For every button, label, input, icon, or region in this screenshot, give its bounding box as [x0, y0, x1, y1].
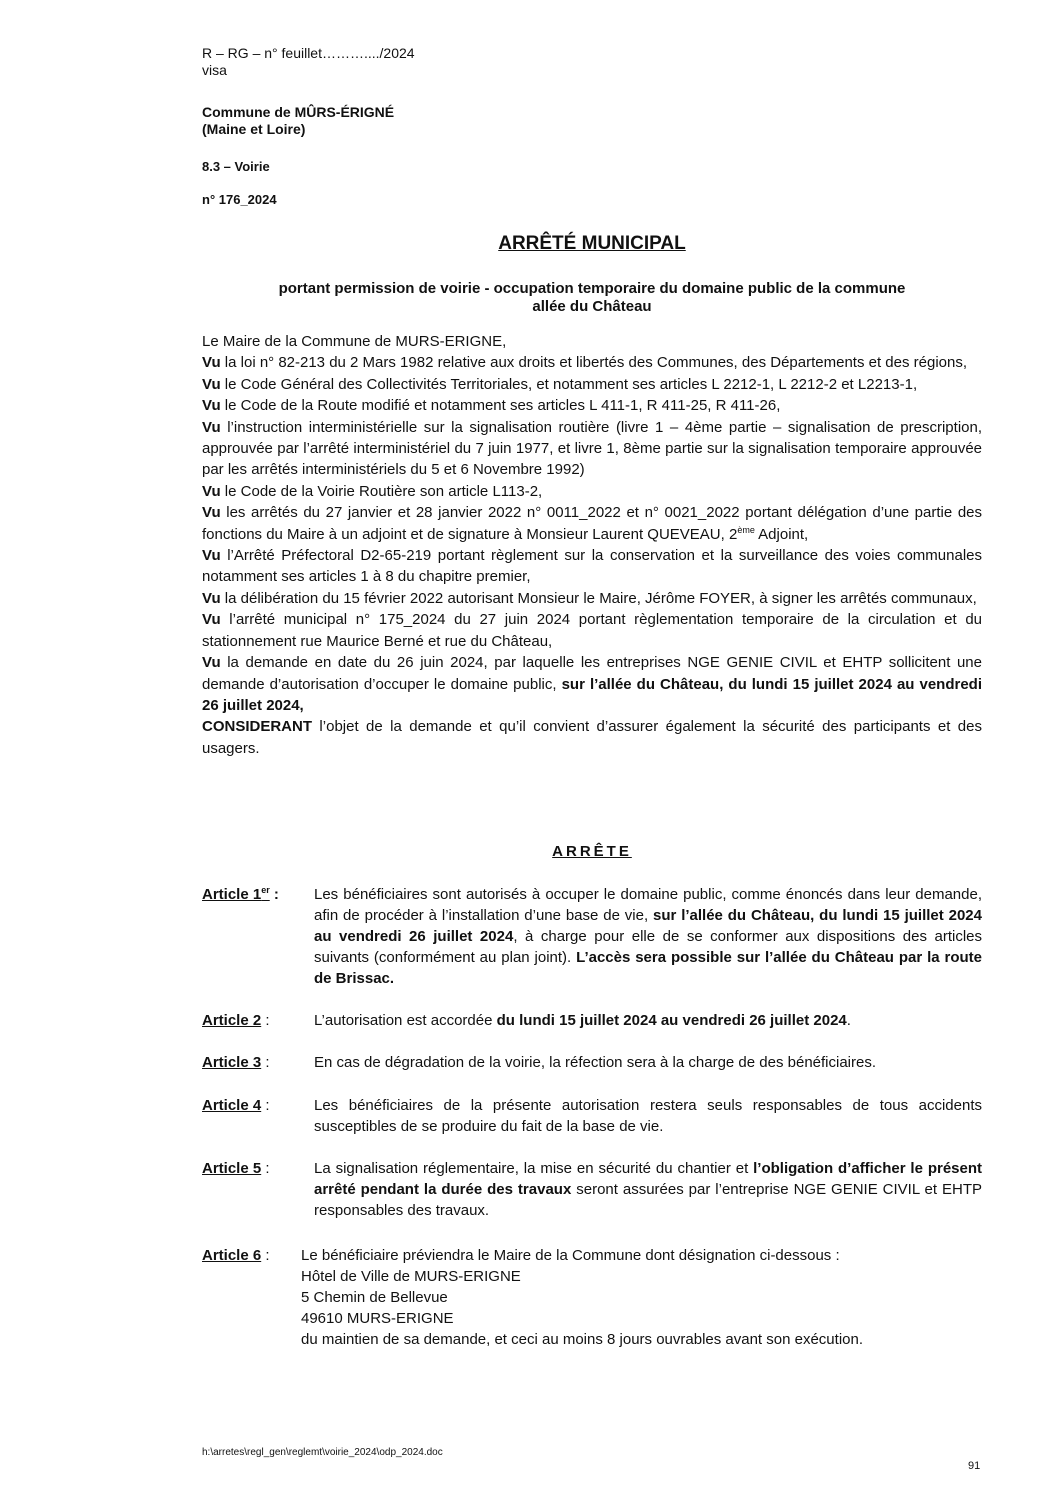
vu-paragraph: Vu la demande en date du 26 juin 2024, par laquelle les entreprises NGE GENIE CIVIL et EHTP sollicitent une demande d’autorisation d’occuper le domaine public, sur l’allée du Château, du lundi 15 juillet 2024 au vendredi 26 juillet 2024,: [202, 654, 982, 714]
category: 8.3 – Voirie: [202, 159, 270, 174]
vu-paragraph: Vu le Code de la Route modifié et notamment ses articles L 411-1, R 411-25, R 411-26,: [202, 397, 781, 415]
department-name: (Maine et Loire): [202, 121, 306, 137]
commune-name: Commune de MÛRS-ÉRIGNÉ: [202, 104, 395, 120]
decree-number: n° 176_2024: [202, 192, 277, 207]
vu-paragraph: Vu l’Arrêté Préfectoral D2-65-219 portant règlement sur la conservation et la surveillance des voies communales notamment ses articles 1 à 8 du chapitre premier,: [202, 547, 982, 586]
article-label: Article 2 :: [202, 1012, 270, 1029]
file-path: h:\arretes\regl_gen\reglemt\voirie_2024\odp_2024.doc: [202, 1447, 443, 1458]
vu-paragraph: Vu la loi n° 82-213 du 2 Mars 1982 relative aux droits et libertés des Communes, des Départements et des régions,: [202, 354, 968, 372]
article-body: Les bénéficiaires de la présente autorisation restera seuls responsables de tous accidents susceptibles de se produire du fait de la base de vie.: [314, 1097, 982, 1135]
address-line: 5 Chemin de Bellevue: [301, 1289, 448, 1306]
article-body: La signalisation réglementaire, la mise en sécurité du chantier et l’obligation d’afficher le présent arrêté pendant la durée des travaux seront assurées par l’entreprise NGE GENIE CIVIL et EHTP responsables des travaux.: [314, 1160, 983, 1219]
article-6-line: du maintien de sa demande, et ceci au moins 8 jours ouvrables avant son exécution.: [301, 1331, 864, 1348]
address-line: Hôtel de Ville de MURS-ERIGNE: [301, 1268, 521, 1285]
subtitle: [200, 280, 984, 316]
article-label: Article 1er :: [202, 885, 279, 903]
arrete-heading: ARRÊTE: [552, 843, 632, 860]
vu-paragraph: Vu le Code Général des Collectivités Territoriales, et notamment ses articles L 2212-1, L 2212-2 et L2213-1,: [202, 375, 918, 393]
page-number: 91: [968, 1460, 981, 1472]
subtitle-line-2: allée du Château: [532, 298, 652, 315]
article-body: [301, 1245, 981, 1350]
article-label: Article 4 :: [202, 1097, 270, 1114]
visa-label: visa: [202, 62, 227, 78]
article-label: Article 5 :: [202, 1160, 270, 1177]
vu-paragraph: Vu la délibération du 15 février 2022 autorisant Monsieur le Maire, Jérôme FOYER, à signer les arrêtés communaux,: [202, 589, 977, 607]
article-label: Article 3 :: [202, 1054, 270, 1071]
preamble-intro: Le Maire de la Commune de MURS-ERIGNE,: [202, 333, 507, 350]
preamble: [202, 331, 982, 759]
reference-line: R – RG – n° feuillet………..../2024: [202, 45, 415, 61]
article-body: Les bénéficiaires sont autorisés à occuper le domaine public, comme énoncés dans leur demande, afin de procéder à l’installation d’une base de vie, sur l’allée du Château, du lundi 15 juillet 2024 au vendredi 26 juillet 2024, à charge pour elle de se conformer aux dispositions des articles suivants (conformément au plan joint). L’accès sera possible sur l’allée du Château par la route de Brissac.: [314, 886, 982, 987]
vu-paragraph: Vu le Code de la Voirie Routière son article L113-2,: [202, 482, 543, 500]
address-line: 49610 MURS-ERIGNE: [301, 1310, 454, 1327]
article-label: Article 6 :: [202, 1247, 270, 1264]
subtitle-line-1: portant permission de voirie - occupation temporaire du domaine public de la commune: [278, 280, 906, 297]
vu-paragraph: Vu l’arrêté municipal n° 175_2024 du 27 juin 2024 portant règlementation temporaire de la circulation et du stationnement rue Maurice Berné et rue du Château,: [202, 611, 982, 650]
vu-paragraph: Vu les arrêtés du 27 janvier et 28 janvier 2022 n° 0011_2022 et n° 0021_2022 portant délégation d’une partie des fonctions du Maire à un adjoint et de signature à Monsieur Laurent QUEVEAU, 2ème Adjoint,: [202, 504, 982, 543]
vu-paragraph: Vu l’instruction interministérielle sur la signalisation routière (livre 1 – 4ème partie – signalisation de prescription, approuvée par l’arrêté interministériel du 7 juin 1977, et livre 1, 8ème partie sur la signalisation temporaire approuvée par les arrêtés interministériels du 5 et 6 Novembre 1992): [202, 418, 983, 479]
considerant-paragraph: CONSIDERANT l’objet de la demande et qu’il convient d’assurer également la sécurité des participants et des usagers.: [202, 718, 982, 757]
article-6-line: Le bénéficiaire préviendra le Maire de la Commune dont désignation ci-dessous :: [301, 1247, 840, 1264]
article-body: En cas de dégradation de la voirie, la réfection sera à la charge de des bénéficiaires.: [314, 1054, 877, 1071]
article-body: L’autorisation est accordée du lundi 15 juillet 2024 au vendredi 26 juillet 2024.: [314, 1012, 851, 1029]
page-title: ARRÊTÉ MUNICIPAL: [498, 233, 686, 254]
